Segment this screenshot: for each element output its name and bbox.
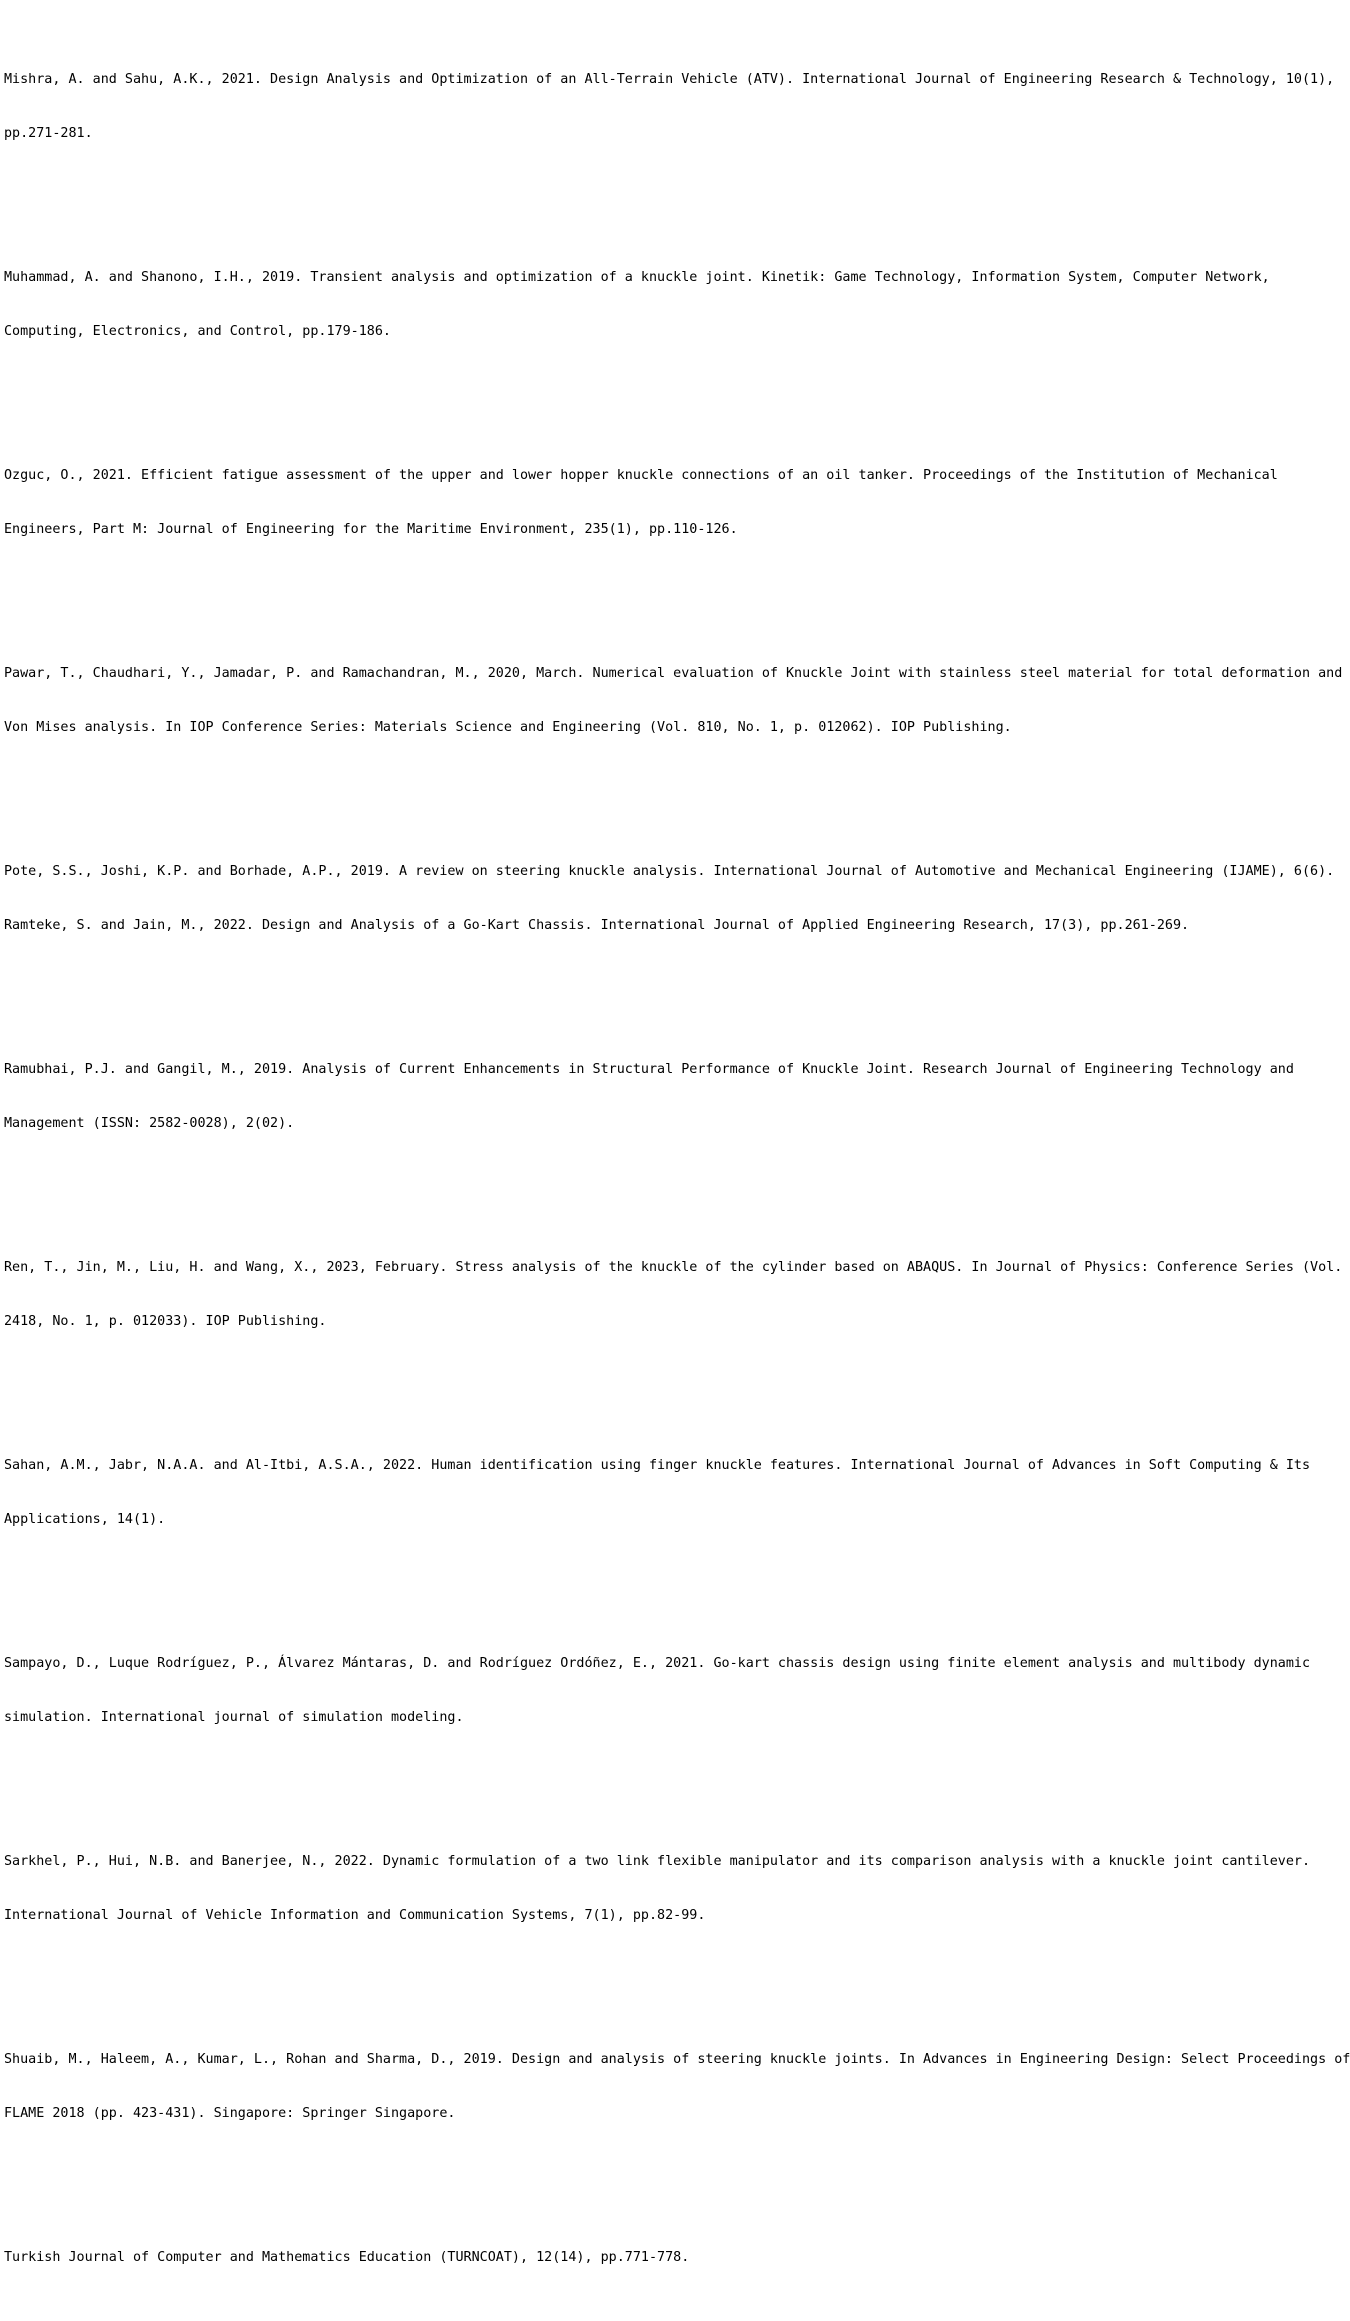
- reference-line: Mishra, A. and Sahu, A.K., 2021. Design Analysis and Optimization of an All-Terrain Vehicle (ATV). International Journal of Engineering Research & Technology, 10(1),: [4, 72, 1335, 87]
- reference-line: pp.271-281.: [4, 126, 93, 141]
- reference-line: FLAME 2018 (pp. 423-431). Singapore: Springer Singapore.: [4, 2106, 456, 2121]
- reference-entry: [4, 35, 1344, 179]
- reference-line: 2418, No. 1, p. 012033). IOP Publishing.: [4, 1314, 327, 1329]
- reference-line: Shuaib, M., Haleem, A., Kumar, L., Rohan and Sharma, D., 2019. Design and analysis of steering knuckle joints. In Advances in Engineering Design: Select Proceedings of: [4, 2052, 1350, 2067]
- reference-line: Engineers, Part M: Journal of Engineering for the Maritime Environment, 235(1), pp.110-126.: [4, 522, 738, 537]
- reference-entry: [4, 827, 1344, 971]
- reference-line: Pote, S.S., Joshi, K.P. and Borhade, A.P., 2019. A review on steering knuckle analysis. International Journal of Automotive and Mechanical Engineering (IJAME), 6(6).: [4, 864, 1335, 879]
- reference-line: International Journal of Vehicle Information and Communication Systems, 7(1), pp.82-99.: [4, 1908, 706, 1923]
- reference-entry: [4, 1223, 1344, 1367]
- reference-line: Sahan, A.M., Jabr, N.A.A. and Al-Itbi, A.S.A., 2022. Human identification using finger knuckle features. International Journal of Advances in Soft Computing & Its: [4, 1458, 1311, 1473]
- reference-line: Sampayo, D., Luque Rodríguez, P., Álvarez Mántaras, D. and Rodríguez Ordóñez, E., 2021. Go-kart chassis design using finite element analysis and multibody dynamic: [4, 1656, 1311, 1671]
- reference-entry: [4, 1025, 1344, 1169]
- reference-entry: [4, 431, 1344, 575]
- reference-line: Computing, Electronics, and Control, pp.179-186.: [4, 324, 391, 339]
- reference-line: Muhammad, A. and Shanono, I.H., 2019. Transient analysis and optimization of a knuckle joint. Kinetik: Game Technology, Information System, Computer Network,: [4, 270, 1270, 285]
- reference-line: simulation. International journal of simulation modeling.: [4, 1710, 464, 1725]
- reference-list: [4, 0, 1350, 2321]
- reference-entry: [4, 2213, 1344, 2303]
- reference-line: Pawar, T., Chaudhari, Y., Jamadar, P. and Ramachandran, M., 2020, March. Numerical evaluation of Knuckle Joint with stainless steel material for total deformation and: [4, 666, 1343, 681]
- reference-line: Ramteke, S. and Jain, M., 2022. Design and Analysis of a Go-Kart Chassis. International Journal of Applied Engineering Research, 17(3), pp.261-269.: [4, 918, 1190, 933]
- reference-entry: [4, 629, 1344, 773]
- reference-entry: [4, 1421, 1344, 1565]
- reference-line: Ozguc, O., 2021. Efficient fatigue assessment of the upper and lower hopper knuckle connections of an oil tanker. Proceedings of the Institution of Mechanical: [4, 468, 1278, 483]
- reference-line: Applications, 14(1).: [4, 1512, 166, 1527]
- reference-line: Ramubhai, P.J. and Gangil, M., 2019. Analysis of Current Enhancements in Structural Performance of Knuckle Joint. Research Journal of Engineering Technology and: [4, 1062, 1294, 1077]
- reference-line: Ren, T., Jin, M., Liu, H. and Wang, X., 2023, February. Stress analysis of the knuckle of the cylinder based on ABAQUS. In Journal of Physics: Conference Series (Vol.: [4, 1260, 1343, 1275]
- reference-entry: [4, 1619, 1344, 1763]
- reference-line: Turkish Journal of Computer and Mathematics Education (TURNCOAT), 12(14), pp.771-778.: [4, 2250, 690, 2265]
- reference-entry: [4, 1817, 1344, 1961]
- reference-entry: [4, 2015, 1350, 2159]
- reference-entry: [4, 233, 1344, 377]
- reference-line: Sarkhel, P., Hui, N.B. and Banerjee, N., 2022. Dynamic formulation of a two link flexible manipulator and its comparison analysis with a knuckle joint cantilever.: [4, 1854, 1311, 1869]
- reference-line: Management (ISSN: 2582-0028), 2(02).: [4, 1116, 295, 1131]
- reference-line: Von Mises analysis. In IOP Conference Series: Materials Science and Engineering (Vol. 810, No. 1, p. 012062). IOP Publishing.: [4, 720, 1012, 735]
